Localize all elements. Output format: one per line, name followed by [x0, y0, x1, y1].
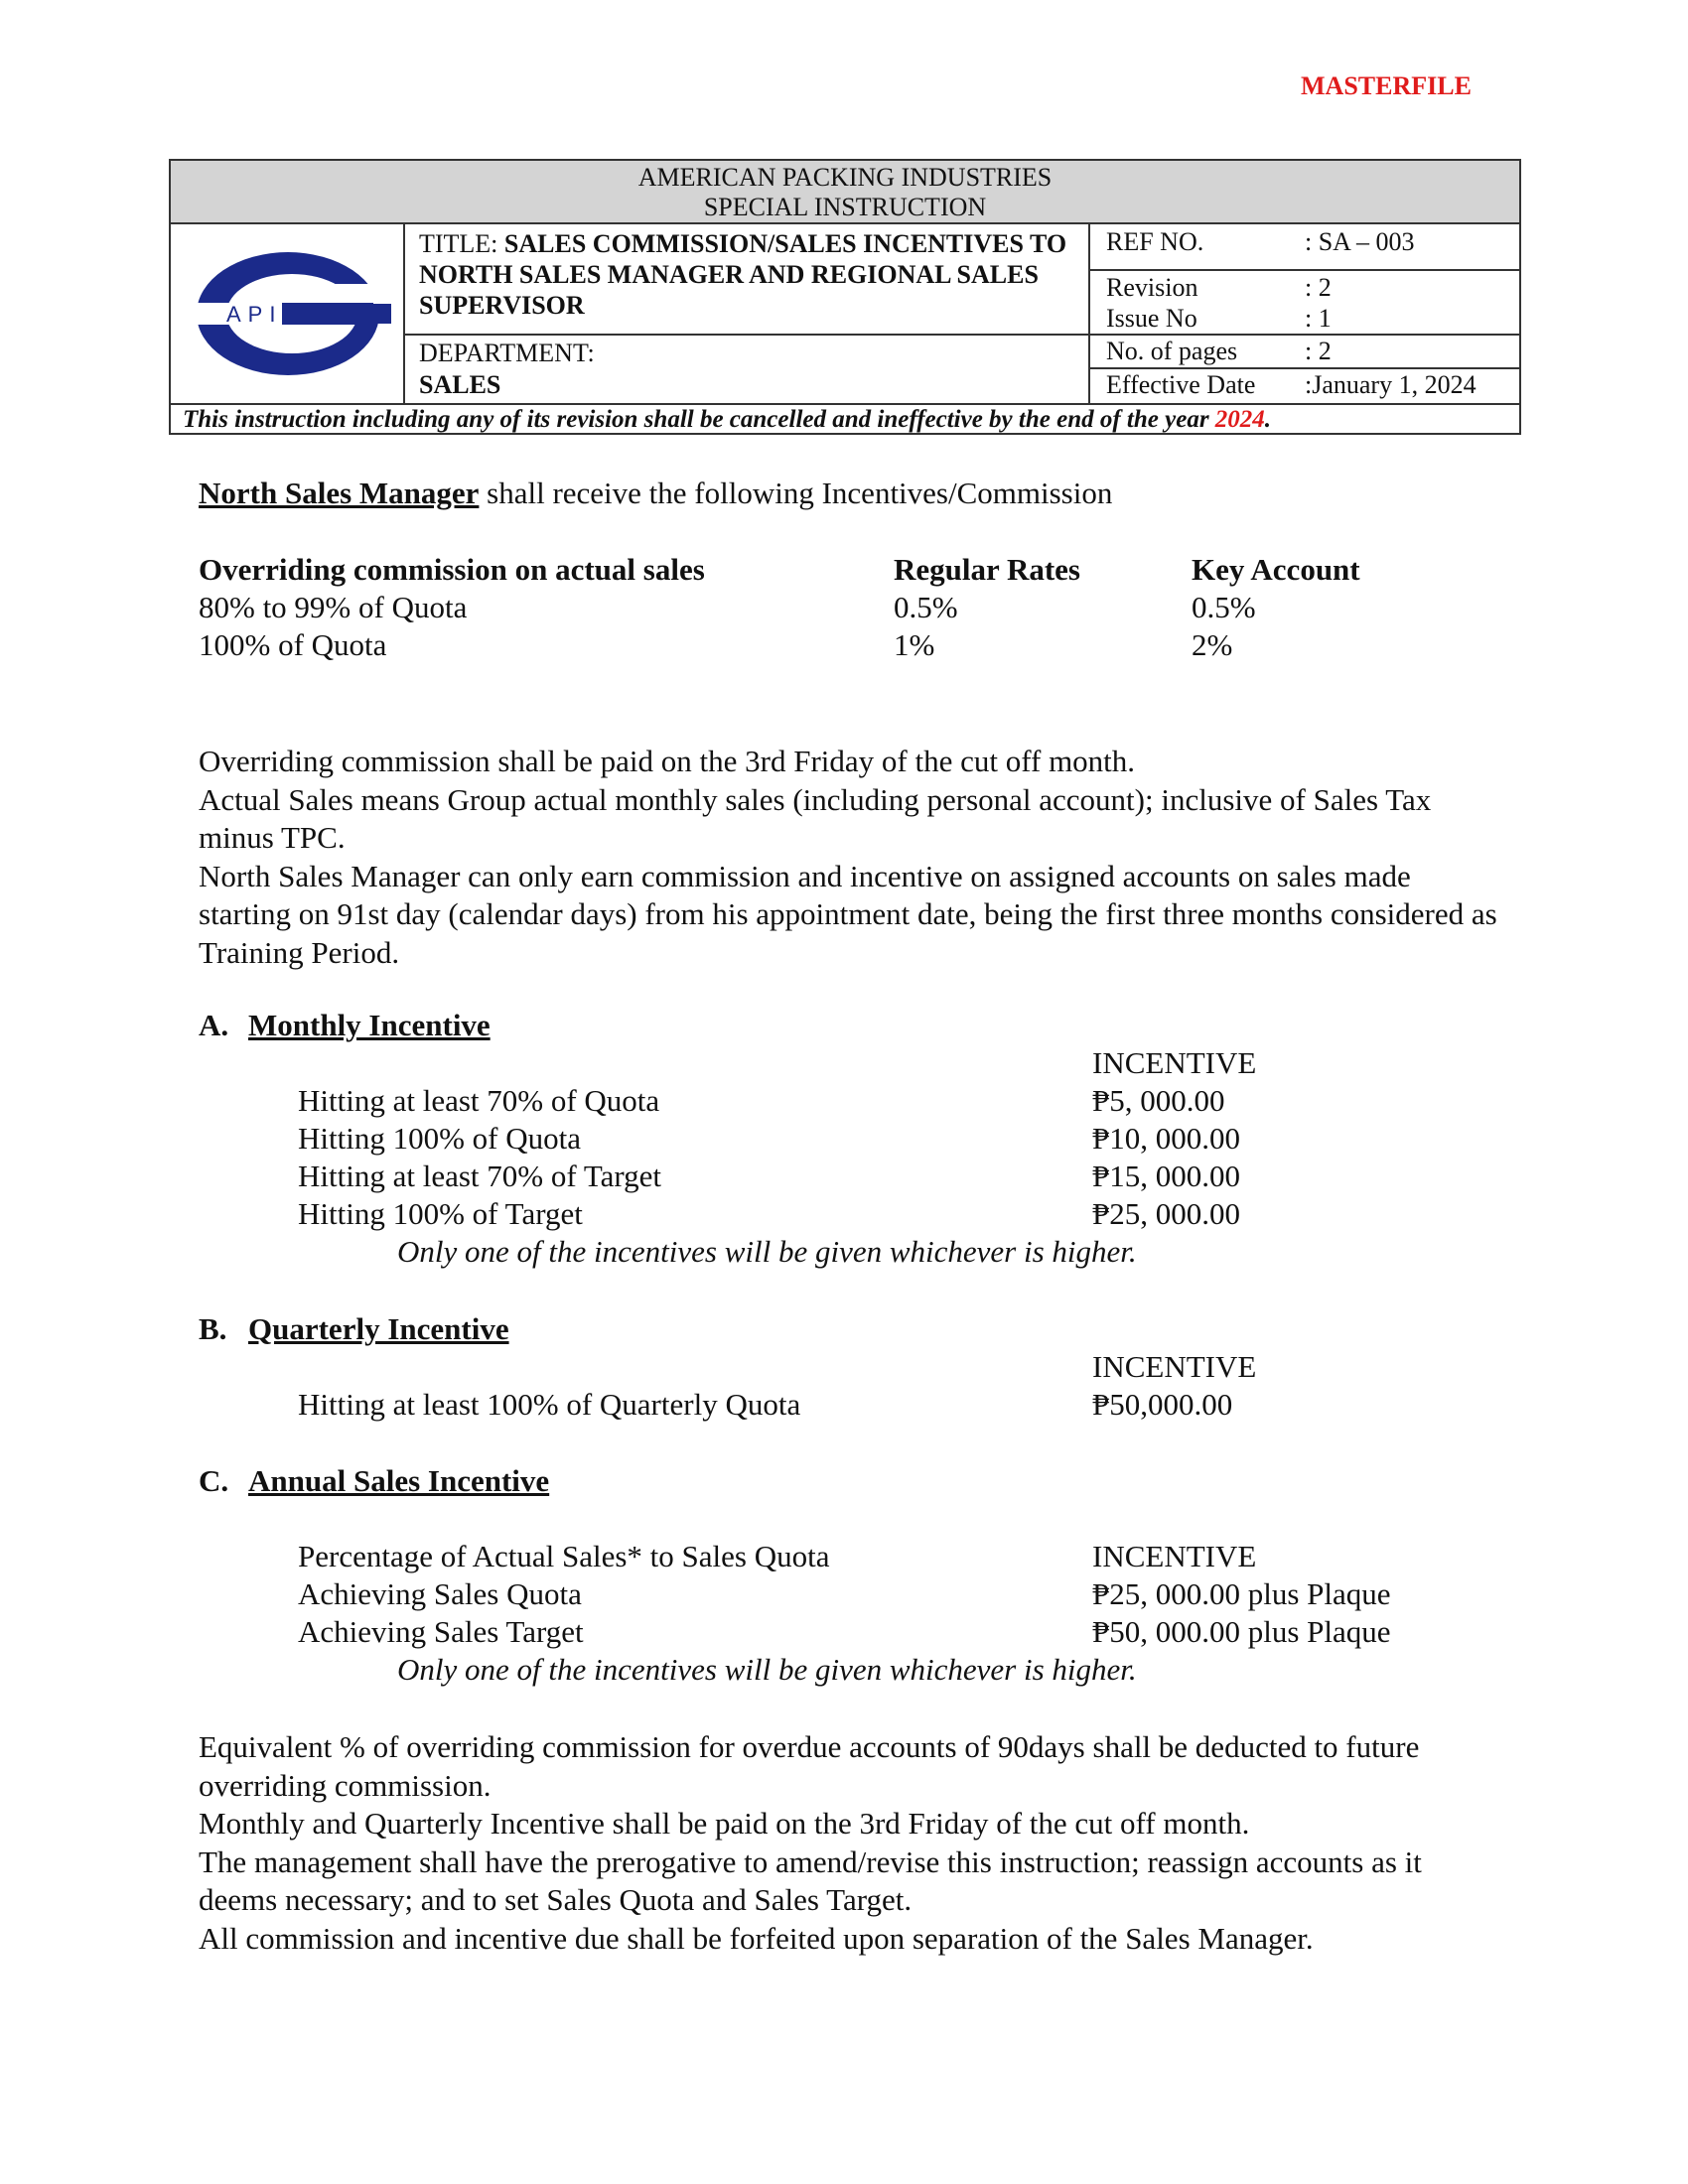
incentive-amount: ₱25, 000.00 plus Plaque — [1092, 1576, 1391, 1611]
table-cell: 100% of Quota — [199, 627, 387, 662]
table-cell: 80% to 99% of Quota — [199, 590, 468, 624]
table-cell: 2% — [1192, 627, 1233, 662]
incentive-criteria: Hitting at least 70% of Quota — [298, 1083, 660, 1118]
section-b-incentive-header: INCENTIVE — [1092, 1349, 1257, 1384]
title-label: TITLE: — [419, 229, 504, 258]
section-b-letter: B. — [199, 1311, 227, 1346]
notice-year: 2024 — [1214, 406, 1265, 433]
pages-label: No. of pages — [1106, 337, 1238, 365]
section-b-title: Quarterly Incentive — [248, 1311, 509, 1346]
section-a-incentive-header: INCENTIVE — [1092, 1045, 1257, 1080]
revision-row — [1090, 271, 1521, 336]
validity-notice — [171, 403, 1519, 435]
section-c-title: Annual Sales Incentive — [248, 1463, 550, 1498]
ref-value: : SA – 003 — [1305, 227, 1415, 256]
incentive-criteria: Achieving Sales Target — [298, 1614, 584, 1649]
note-paragraph: The management shall have the prerogative to amend/revise this instruction; reassign accounts as it deems necessary; and to set Sales Quota and Sales Target. — [199, 1843, 1422, 1917]
issue-label: Issue No — [1106, 304, 1197, 333]
table-cell: 1% — [894, 627, 935, 662]
intro-role: North Sales Manager — [199, 476, 480, 510]
notes-block-2 — [199, 1728, 1499, 1958]
note-paragraph: Equivalent % of overriding commission for overdue accounts of 90days shall be deducted to future overriding commission. — [199, 1729, 1420, 1803]
section-c-label-header: Percentage of Actual Sales* to Sales Quota — [298, 1539, 830, 1573]
section-c-letter: C. — [199, 1463, 229, 1498]
note-paragraph: All commission and incentive due shall be forfeited upon separation of the Sales Manager. — [199, 1920, 1314, 1956]
section-a-letter: A. — [199, 1008, 229, 1042]
logo-text: API — [226, 302, 283, 327]
incentive-criteria: Hitting 100% of Quota — [298, 1121, 581, 1156]
section-c-incentive-header: INCENTIVE — [1092, 1539, 1257, 1573]
document-header-table — [169, 159, 1521, 435]
incentive-amount: ₱25, 000.00 — [1092, 1196, 1240, 1231]
api-logo — [171, 224, 405, 403]
ref-row — [1090, 224, 1521, 271]
effective-date-value: :January 1, 2024 — [1305, 370, 1477, 399]
incentive-amount: ₱10, 000.00 — [1092, 1121, 1240, 1156]
incentive-amount: ₱15, 000.00 — [1092, 1159, 1240, 1193]
department-value: SALES — [419, 370, 501, 399]
logo-cell — [171, 224, 405, 403]
title-cell — [405, 224, 1090, 336]
note-paragraph: Monthly and Quarterly Incentive shall be paid on the 3rd Friday of the cut off month. — [199, 1806, 1250, 1841]
intro-line — [199, 475, 1112, 512]
revision-label: Revision — [1106, 273, 1198, 302]
commission-header-key-account: Key Account — [1192, 552, 1360, 587]
department-cell — [405, 336, 1090, 403]
section-c-note: Only one of the incentives will be given whichever is higher. — [397, 1652, 1137, 1687]
incentive-amount: ₱5, 000.00 — [1092, 1083, 1225, 1118]
note-paragraph: Actual Sales means Group actual monthly sales (including personal account); inclusive of Sales Tax minus TPC. — [199, 781, 1432, 855]
incentive-criteria: Achieving Sales Quota — [298, 1576, 582, 1611]
section-a-note: Only one of the incentives will be given whichever is higher. — [397, 1234, 1137, 1269]
department-label: DEPARTMENT: — [419, 339, 595, 367]
revision-value: : 2 — [1305, 273, 1332, 302]
incentive-criteria: Hitting at least 70% of Target — [298, 1159, 662, 1193]
notice-end: . — [1264, 406, 1272, 433]
document-title: SALES COMMISSION/SALES INCENTIVES TO NORTH SALES MANAGER AND REGIONAL SALES SUPERVISOR — [419, 229, 1067, 320]
ref-label: REF NO. — [1106, 227, 1204, 256]
incentive-amount: ₱50,000.00 — [1092, 1387, 1233, 1422]
incentive-amount: ₱50, 000.00 plus Plaque — [1092, 1614, 1391, 1649]
note-paragraph: Overriding commission shall be paid on the 3rd Friday of the cut off month. — [199, 744, 1136, 778]
commission-header-regular: Regular Rates — [894, 552, 1080, 587]
header-band — [171, 161, 1519, 224]
masterfile-label: MASTERFILE — [1301, 71, 1472, 100]
pages-value: : 2 — [1305, 337, 1332, 365]
effective-date-row — [1090, 369, 1521, 403]
pages-row — [1090, 336, 1521, 369]
intro-rest: shall receive the following Incentives/Commission — [479, 476, 1113, 510]
company-name: AMERICAN PACKING INDUSTRIES — [637, 163, 1053, 192]
note-paragraph: North Sales Manager can only earn commission and incentive on assigned accounts on sales made starting on 91st day (calendar days) from his appointment date, being the first three months considered as Training Period. — [199, 858, 1497, 970]
document-type: SPECIAL INSTRUCTION — [703, 193, 987, 221]
incentive-criteria: Hitting 100% of Target — [298, 1196, 583, 1231]
notice-text: This instruction including any of its revision shall be cancelled and ineffective by the end of the year — [183, 406, 1215, 433]
effective-date-label: Effective Date — [1106, 370, 1256, 399]
issue-value: : 1 — [1305, 304, 1332, 333]
table-cell: 0.5% — [894, 590, 958, 624]
notes-block-1 — [199, 743, 1499, 972]
commission-header-description: Overriding commission on actual sales — [199, 552, 705, 587]
incentive-criteria: Hitting at least 100% of Quarterly Quota — [298, 1387, 801, 1422]
table-cell: 0.5% — [1192, 590, 1256, 624]
section-a-title: Monthly Incentive — [248, 1008, 491, 1042]
